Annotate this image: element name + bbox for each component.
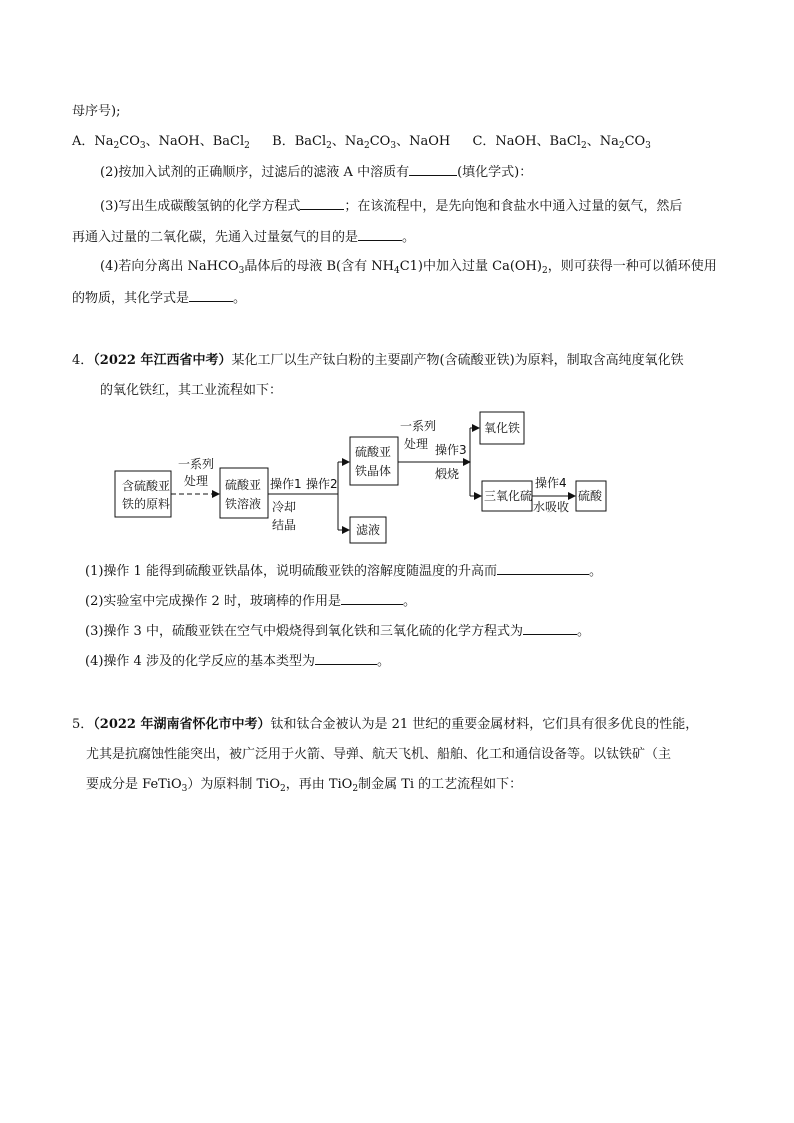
label-crystal-1: 硫酸亚 — [355, 445, 392, 459]
label-raw-2: 铁的原料 — [122, 497, 171, 511]
label-calcine: 煅烧 — [435, 467, 460, 481]
label-op3: 操作3 — [435, 443, 467, 457]
label-process-2: 处理 — [184, 474, 209, 488]
label-water-absorb: 水吸收 — [533, 500, 570, 514]
problem-5-text: 要成分是 FeTiO$_3$）为原料制 TiO$_2$，再由 TiO$_2$制金属 Ti 的工艺流程如下： — [86, 777, 523, 794]
question-3: (3)写出生成碳酸氢钠的化学方程式 ；在该流程中，是先向饱和食盐水中通入过量的氨气，然后 — [100, 199, 683, 214]
sub-question-3: (3)操作 3 中，硫酸亚铁在空气中煅烧得到氧化铁和三氧化硫的化学方程式为 。 — [85, 624, 590, 639]
question-4-cont: 的物质，其化学式是 。 — [72, 291, 247, 306]
label-raw-1: 含硫酸亚 — [122, 479, 171, 493]
options-line — [72, 133, 651, 151]
label-op2: 操作2 — [306, 477, 338, 491]
sub-question-4: (4)操作 4 涉及的化学反应的基本类型为 。 — [85, 654, 390, 669]
label-cool: 冷却 — [272, 500, 297, 514]
label-solution-2: 铁溶液 — [225, 497, 262, 511]
answer-blank — [315, 652, 377, 665]
sub-question-1: (1)操作 1 能得到硫酸亚铁晶体，说明硫酸亚铁的溶解度随温度的升高而 。 — [85, 564, 602, 579]
problem-4-text: 的氧化铁红，其工业流程如下： — [100, 383, 283, 398]
label-crystallize: 结晶 — [272, 518, 297, 532]
answer-blank — [341, 592, 403, 605]
answer-blank — [497, 562, 589, 575]
problem-5-header: 5．（2022 年湖南省怀化市中考）钛和钛合金被认为是 21 世纪的重要金属材料，它们具有很多优良的性能， — [72, 717, 699, 732]
label-solution-1: 硫酸亚 — [225, 478, 262, 492]
label-op4: 操作4 — [535, 476, 567, 490]
label-iron-oxide: 氧化铁 — [484, 421, 521, 435]
label-process-4: 处理 — [404, 437, 429, 451]
label-op1: 操作1 — [270, 477, 302, 491]
option-c: C．NaOH、BaCl$_2$、$Na_2CO_3$ — [472, 134, 651, 151]
process-flow-diagram — [110, 408, 610, 548]
question-3-cont: 再通入过量的二氧化碳，先通入过量氨气的目的是 。 — [72, 230, 416, 245]
label-filtrate: 滤液 — [356, 523, 381, 537]
label-process-1: 一系列 — [178, 457, 215, 471]
option-a: A．$Na_2CO_3$、NaOH、BaCl$_2$ — [72, 134, 250, 151]
answer-blank — [300, 197, 344, 210]
problem-4-header: 4．（2022 年江西省中考）某化工厂以生产钛白粉的主要副产物(含硫酸亚铁)为原料，制取含高纯度氧化铁 — [72, 353, 684, 368]
problem-source: （2022 年湖南省怀化市中考） — [93, 717, 271, 732]
option-b: B．BaCl$_2$、$Na_2CO_3$、NaOH — [272, 134, 451, 151]
answer-blank — [409, 163, 457, 176]
label-process-3: 一系列 — [400, 419, 437, 433]
label-acid: 硫酸 — [578, 489, 603, 503]
sub-question-2: (2)实验室中完成操作 2 时，玻璃棒的作用是 。 — [85, 594, 416, 609]
question-4: (4)若向分离出 NaHCO$_3$晶体后的母液 B(含有 $NH_4C1$)中加入过量 $Ca(OH)_2$，则可获得一种可以循环使用 — [100, 259, 717, 276]
answer-blank — [189, 289, 233, 302]
problem-source: （2022 年江西省中考） — [93, 353, 232, 368]
text-line: 母序号); — [72, 104, 121, 119]
label-crystal-2: 铁晶体 — [355, 464, 392, 478]
label-so3: 三氧化硫 — [484, 489, 533, 503]
problem-5-text: 尤其是抗腐蚀性能突出，被广泛用于火箭、导弹、航天飞机、船舶、化工和通信设备等。以钛铁矿（主 — [86, 747, 672, 762]
question-2: (2)按加入试剂的正确顺序，过滤后的滤液 A 中溶质有 (填化学式)： — [100, 165, 533, 180]
answer-blank — [358, 228, 402, 241]
answer-blank — [523, 622, 577, 635]
